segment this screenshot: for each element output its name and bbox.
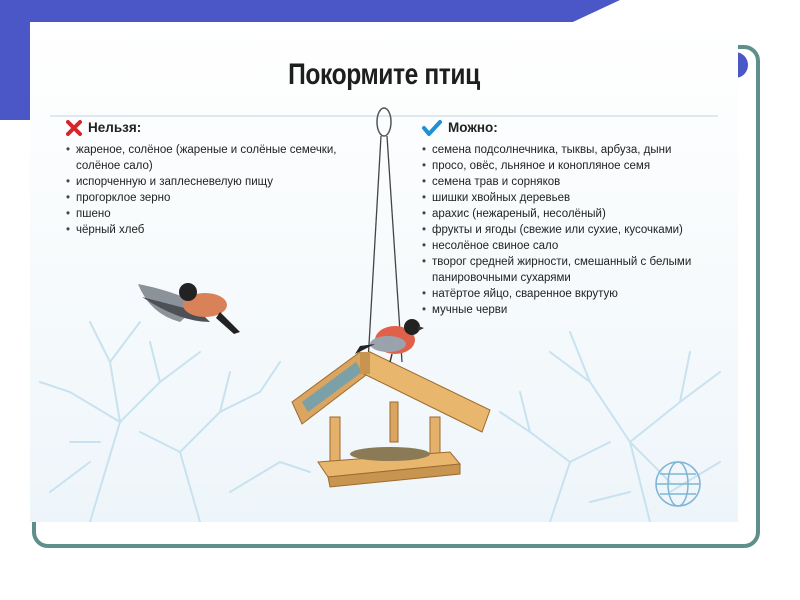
check-icon [422, 120, 442, 136]
allowed-heading [422, 120, 722, 136]
forbidden-item: • чёрный хлеб [66, 222, 356, 238]
allowed-item: • фрукты и ягоды (свежие или сухие, кусочками) [422, 222, 722, 238]
forbidden-heading-label: Нельзя: [88, 120, 142, 135]
allowed-heading-label: Можно: [448, 120, 498, 135]
allowed-list [422, 142, 722, 318]
allowed-item: • семена подсолнечника, тыквы, арбуза, дыни [422, 142, 722, 158]
forbidden-item: • прогорклое зерно [66, 190, 356, 206]
forbidden-item: • пшено [66, 206, 356, 222]
bullfinch-flying [138, 283, 240, 334]
hanger-ring [377, 108, 391, 136]
poster-title: Покормите птиц [288, 58, 480, 91]
allowed-item: • просо, овёс, льняное и конопляное семя [422, 158, 722, 174]
frost-tree-left [40, 322, 310, 522]
allowed-item: • семена трав и сорняков [422, 174, 722, 190]
globe-emblem [656, 462, 700, 506]
allowed-item: • творог средней жирности, смешанный с белыми панировочными сухарями [422, 254, 722, 286]
forbidden-heading [66, 120, 356, 136]
allowed-item: • арахис (нежареный, несолёный) [422, 206, 722, 222]
cross-icon [66, 120, 82, 136]
bird-feeder [292, 352, 490, 487]
allowed-item: • натёртое яйцо, сваренное вкрутую [422, 286, 722, 302]
forbidden-list [66, 142, 356, 238]
forbidden-item: • испорченную и заплесневелую пищу [66, 174, 356, 190]
allowed-column [422, 120, 722, 318]
poster [30, 22, 738, 522]
forbidden-item: • жареное, солёное (жареные и солёные семечки, солёное сало) [66, 142, 356, 174]
allowed-item: • несолёное свиное сало [422, 238, 722, 254]
allowed-item: • мучные черви [422, 302, 722, 318]
allowed-item: • шишки хвойных деревьев [422, 190, 722, 206]
forbidden-column [66, 120, 356, 238]
hanger-rope-left [368, 136, 381, 362]
